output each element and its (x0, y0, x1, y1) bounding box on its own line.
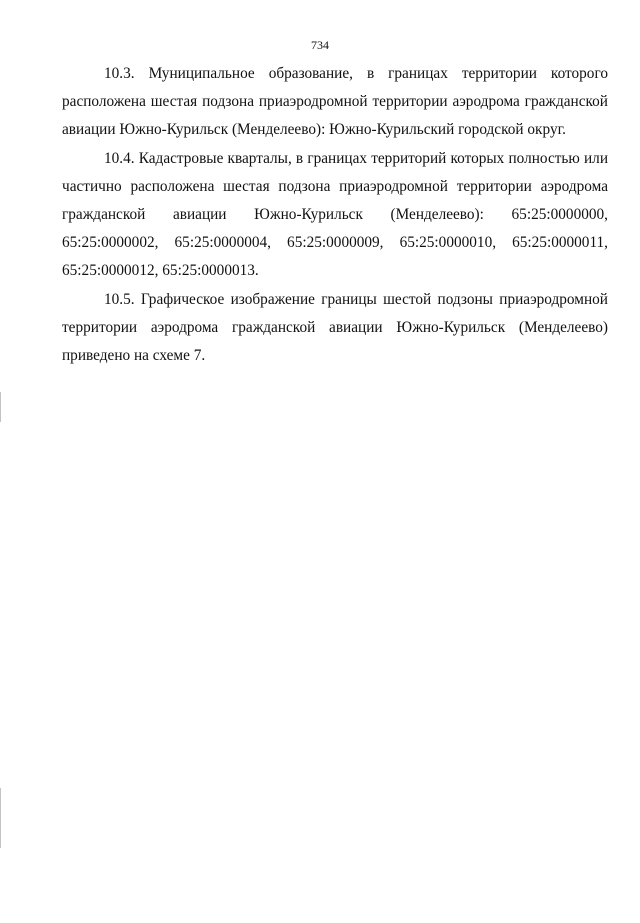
paragraph-10-4: 10.4. Кадастровые кварталы, в границах территорий которых полностью или частично расположена шестая подзона приаэродромной территории аэродрома гражданской авиации Южно-Курильск (Менделеево): 65:25:0000000, 65:25:0000002, 65:25:0000004, 65:25:0000009, 65:25:0000010, 65:25:0000011, 65:25:0000012, 65:25:0000013. (62, 149, 608, 280)
paragraph-10-5: 10.5. Графическое изображение границы шестой подзоны приаэродромной территории аэродрома гражданской авиации Южно-Курильск (Менделеево) приведено на схеме 7. (62, 290, 608, 365)
paragraph-10-3: 10.3. Муниципальное образование, в границах территории которого расположена шестая подзона приаэродромной территории аэродрома гражданской авиации Южно-Курильск (Менделеево): Южно-Курильский городской округ. (62, 65, 608, 139)
scan-edge-mark (0, 392, 1, 422)
scan-edge-mark (0, 788, 1, 848)
page-number: 734 (311, 38, 329, 52)
document-body (62, 60, 608, 370)
